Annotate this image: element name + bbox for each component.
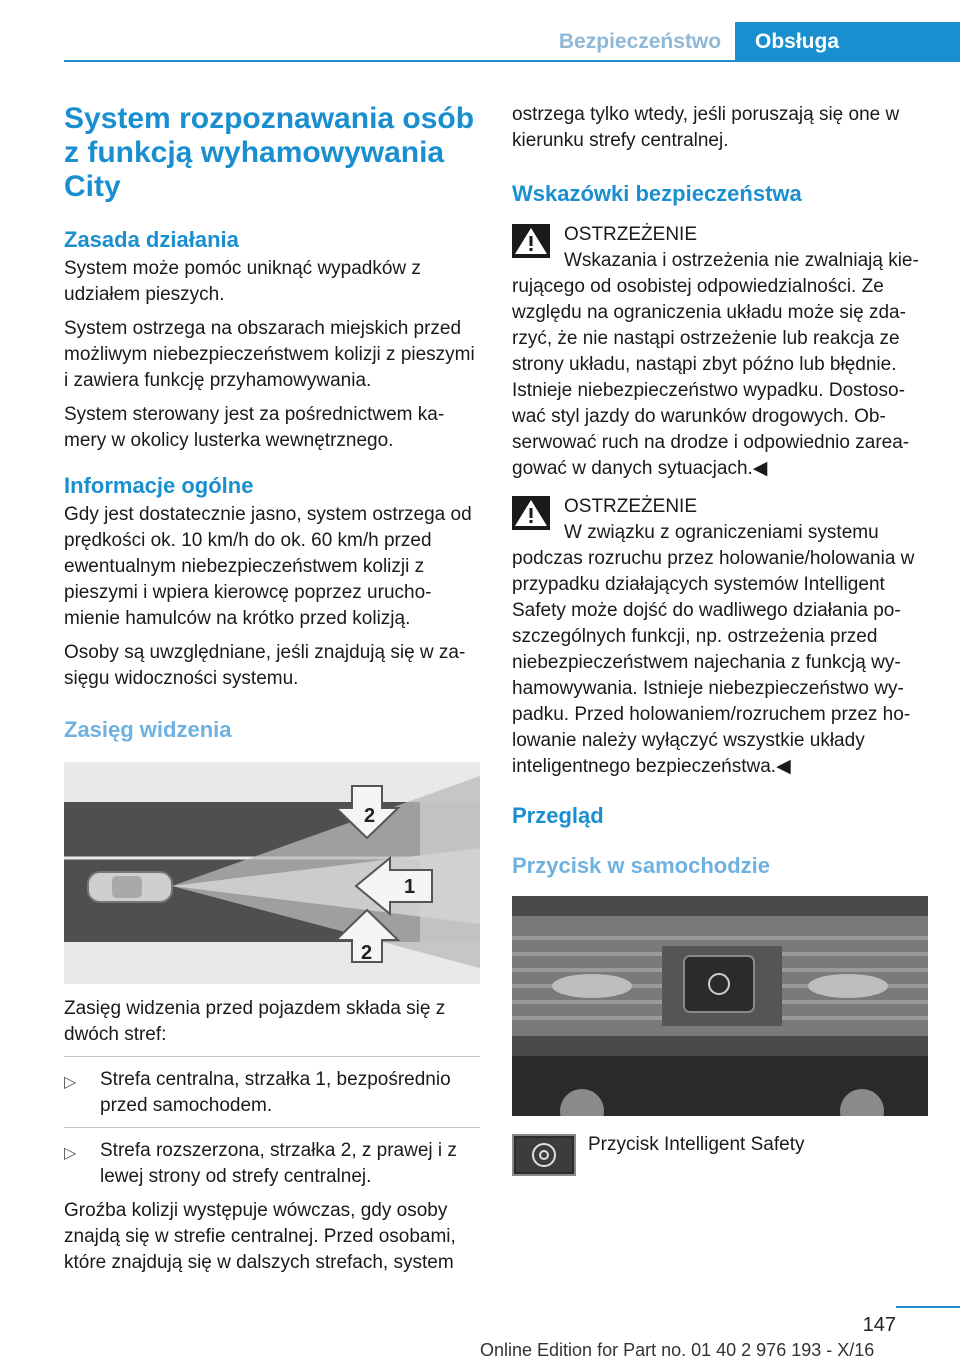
button-heading: Przycisk w samochodzie [512,853,770,878]
principle-heading: Zasada działania [64,227,239,252]
button-caption: Przycisk Intelligent Safety [588,1134,805,1155]
general-info-text-1: Gdy jest dostatecznie jasno, system ostrzega od prędkości ok. 10 km/h do ok. 60 km/h przed ewentualnym niebezpieczeństwem kolizji z pieszymi i wpiera kierowcę poprzez uruchomienie hamulców na krótko przed kolizją. [64,504,472,629]
safety-heading: Wskazówki bezpieczeństwa [512,181,802,206]
range-diagram [64,762,480,984]
dashboard-illustration [512,896,928,1116]
range-figure [64,762,480,984]
footer-edition: Online Edition for Part no. 01 40 2 976 193 - X/16 [480,1340,875,1360]
arrow-label-bottom: 2 [361,942,373,964]
warning-text-1: Wskazania i ostrzeżenia nie zwalniają kierującego od osobistej odpowiedzialności. Ze względu na ograniczenia układu może się zdarzyć, że nie nastąpi ostrzeżenie lub reakcja ze strony układu, nastąpi zbyt późno lub błędnie. Istnieje niebezpieczeństwo wypadku. Dostosować styl jazdy do warunków drogowych. Obserwować ruch na drodze i odpowiednio zareagować w danych sytuacjach.◀ [512,250,919,479]
triangle-bullet-icon: ▷ [64,1145,77,1162]
list-item: ▷ Strefa rozszerzona, strzałka 2, z prawej i z lewej strony od strefy centralnej. [64,1140,457,1187]
principle-text-2: System ostrzega na obszarach miejskich przed możliwym niebezpieczeństwem kolizji z pieszymi i zawiera funkcję przyhamowywania. [64,318,475,391]
principle-text-3: System sterowany jest za pośrednictwem kamery w okolicy lusterka wewnętrznego. [64,404,445,451]
triangle-bullet-icon: ▷ [64,1074,77,1091]
general-info-text-2: Osoby są uwzględniane, jeśli znajdują się w zasięgu widoczności systemu. [64,642,466,689]
general-info-heading: Informacje ogólne [64,473,254,498]
divider [64,1127,480,1128]
divider [64,1056,480,1057]
warning-title-1: OSTRZEŻENIE [564,224,698,245]
range-text-2: Groźba kolizji występuje wówczas, gdy osoby znajdą się w strefie centralnej. Przed osobami, które znajdują się w dalszych strefach, system [64,1200,456,1273]
warning-text-2: W związku z ograniczeniami systemu podczas rozruchu przez holowanie/holowania w przypadku działających systemów Intelligent Safety może dojść do wadliwego działania poszczególnych funkcji, np. ostrzeżenia przed niebezpieczeństwem najechania z funkcją wyhamowywania. Istnieje niebezpieczeństwo wypadku. Przed holowaniem/rozruchem przez holowanie należy wyłączyć wszystkie układy inteligentnego bezpieczeństwa.◀ [512,522,915,777]
safety-button [684,956,754,1012]
tab-chapter[interactable]: Obsługa [735,22,960,62]
right-column [512,102,928,1182]
button-caption-row [512,1134,928,1182]
range-text-1: Zasięg widzenia przed pojazdem składa się z dwóch stref: [64,998,446,1045]
continued-text: ostrzega tylko wtedy, jeśli poruszają się one w kierunku strefy centralnej. [512,104,900,151]
principle-text-1: System może pomóc uniknąć wypadków z udziałem pieszych. [64,258,421,305]
warning-triangle-icon [512,224,550,258]
button-photo [512,896,928,1116]
arrow-label-top: 2 [364,805,376,827]
arrow-label-mid: 1 [404,876,416,898]
intelligent-safety-button-icon [512,1134,576,1176]
warning-block-2 [512,494,928,780]
tab-section[interactable]: Bezpieczeństwo [558,30,722,53]
left-column [64,100,480,1284]
range-heading: Zasięg widzenia [64,717,232,742]
overview-heading: Przegląd [512,803,604,828]
page-number: 147 [862,1314,896,1336]
page-title: System rozpoznawania osób z funkcją wyhamowywania City [64,102,475,203]
warning-block-1 [512,222,928,482]
car-icon [88,872,172,902]
warning-title-2: OSTRZEŻENIE [564,496,698,517]
warning-triangle-icon [512,496,550,530]
list-item: ▷ Strefa centralna, strzałka 1, bezpośrednio przed samochodem. [64,1069,451,1116]
footer-rule [896,1306,960,1308]
